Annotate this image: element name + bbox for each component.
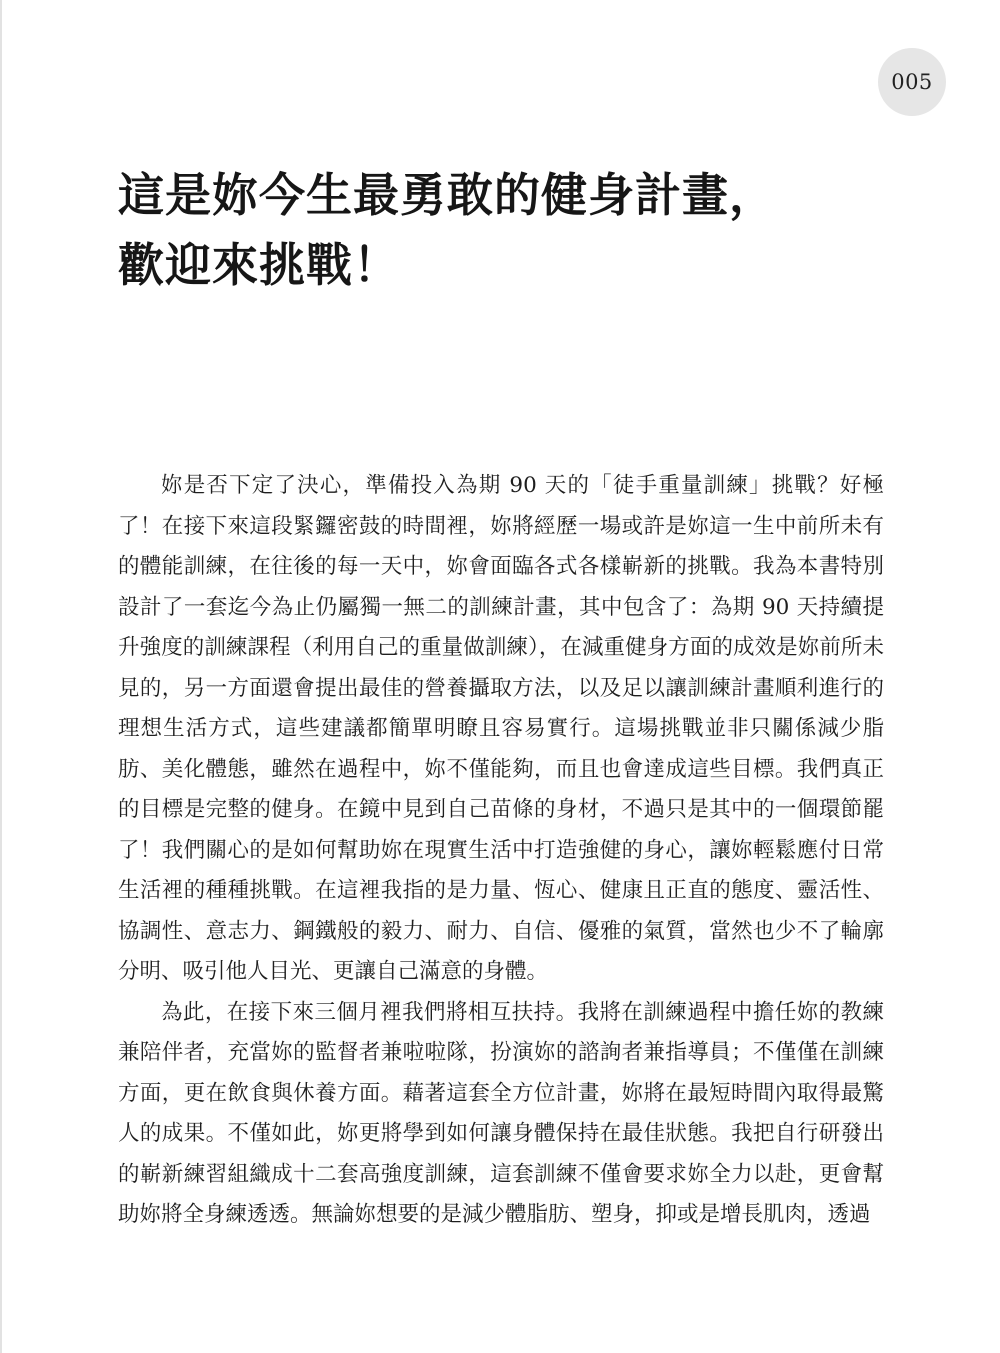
chapter-title-line-1: 這是妳今生最勇敢的健身計畫，: [118, 168, 776, 222]
page-number: 005: [891, 70, 933, 94]
chapter-title: [118, 160, 776, 300]
body-paragraph-2: 為此，在接下來三個月裡我們將相互扶持。我將在訓練過程中擔任妳的教練兼陪伴者，充當妳的監督者兼啦啦隊，扮演妳的諮詢者兼指導員；不僅僅在訓練方面，更在飲食與休養方面。藉著這套全方位計畫，妳將在最短時間內取得最驚人的成果。不僅如此，妳更將學到如何讓身體保持在最佳狀態。我把自行研發出的嶄新練習組織成十二套高強度訓練，這套訓練不僅會要求妳全力以赴，更會幫助妳將全身練透透。無論妳想要的是減少體脂肪、塑身，抑或是增長肌肉，透過: [118, 999, 884, 1227]
page-number-badge: [878, 48, 946, 116]
body-paragraph-1: 妳是否下定了決心，準備投入為期 90 天的「徒手重量訓練」挑戰？好極了！在接下來這段緊鑼密鼓的時間裡，妳將經歷一場或許是妳這一生中前所未有的體能訓練，在往後的每一天中，妳會面臨各式各樣嶄新的挑戰。我為本書特別設計了一套迄今為止仍屬獨一無二的訓練計畫，其中包含了：為期 90 天持續提升強度的訓練課程（利用自己的重量做訓練），在減重健身方面的成效是妳前所未見的，另一方面還會提出最佳的營養攝取方法，以及足以讓訓練計畫順利進行的理想生活方式，這些建議都簡單明瞭且容易實行。這場挑戰並非只關係減少脂肪、美化體態，雖然在過程中，妳不僅能夠，而且也會達成這些目標。我們真正的目標是完整的健身。在鏡中見到自己苗條的身材，不過只是其中的一個環節罷了！我們關心的是如何幫助妳在現實生活中打造強健的身心，讓妳輕鬆應付日常生活裡的種種挑戰。在這裡我指的是力量、恆心、健康且正直的態度、靈活性、協調性、意志力、鋼鐵般的毅力、耐力、自信、優雅的氣質，當然也少不了輪廓分明、吸引他人目光、更讓自己滿意的身體。: [118, 473, 884, 984]
body-text: [118, 466, 884, 1236]
page-spine-edge: [0, 0, 2, 1353]
chapter-title-line-2: 歡迎來挑戰！: [118, 238, 400, 292]
